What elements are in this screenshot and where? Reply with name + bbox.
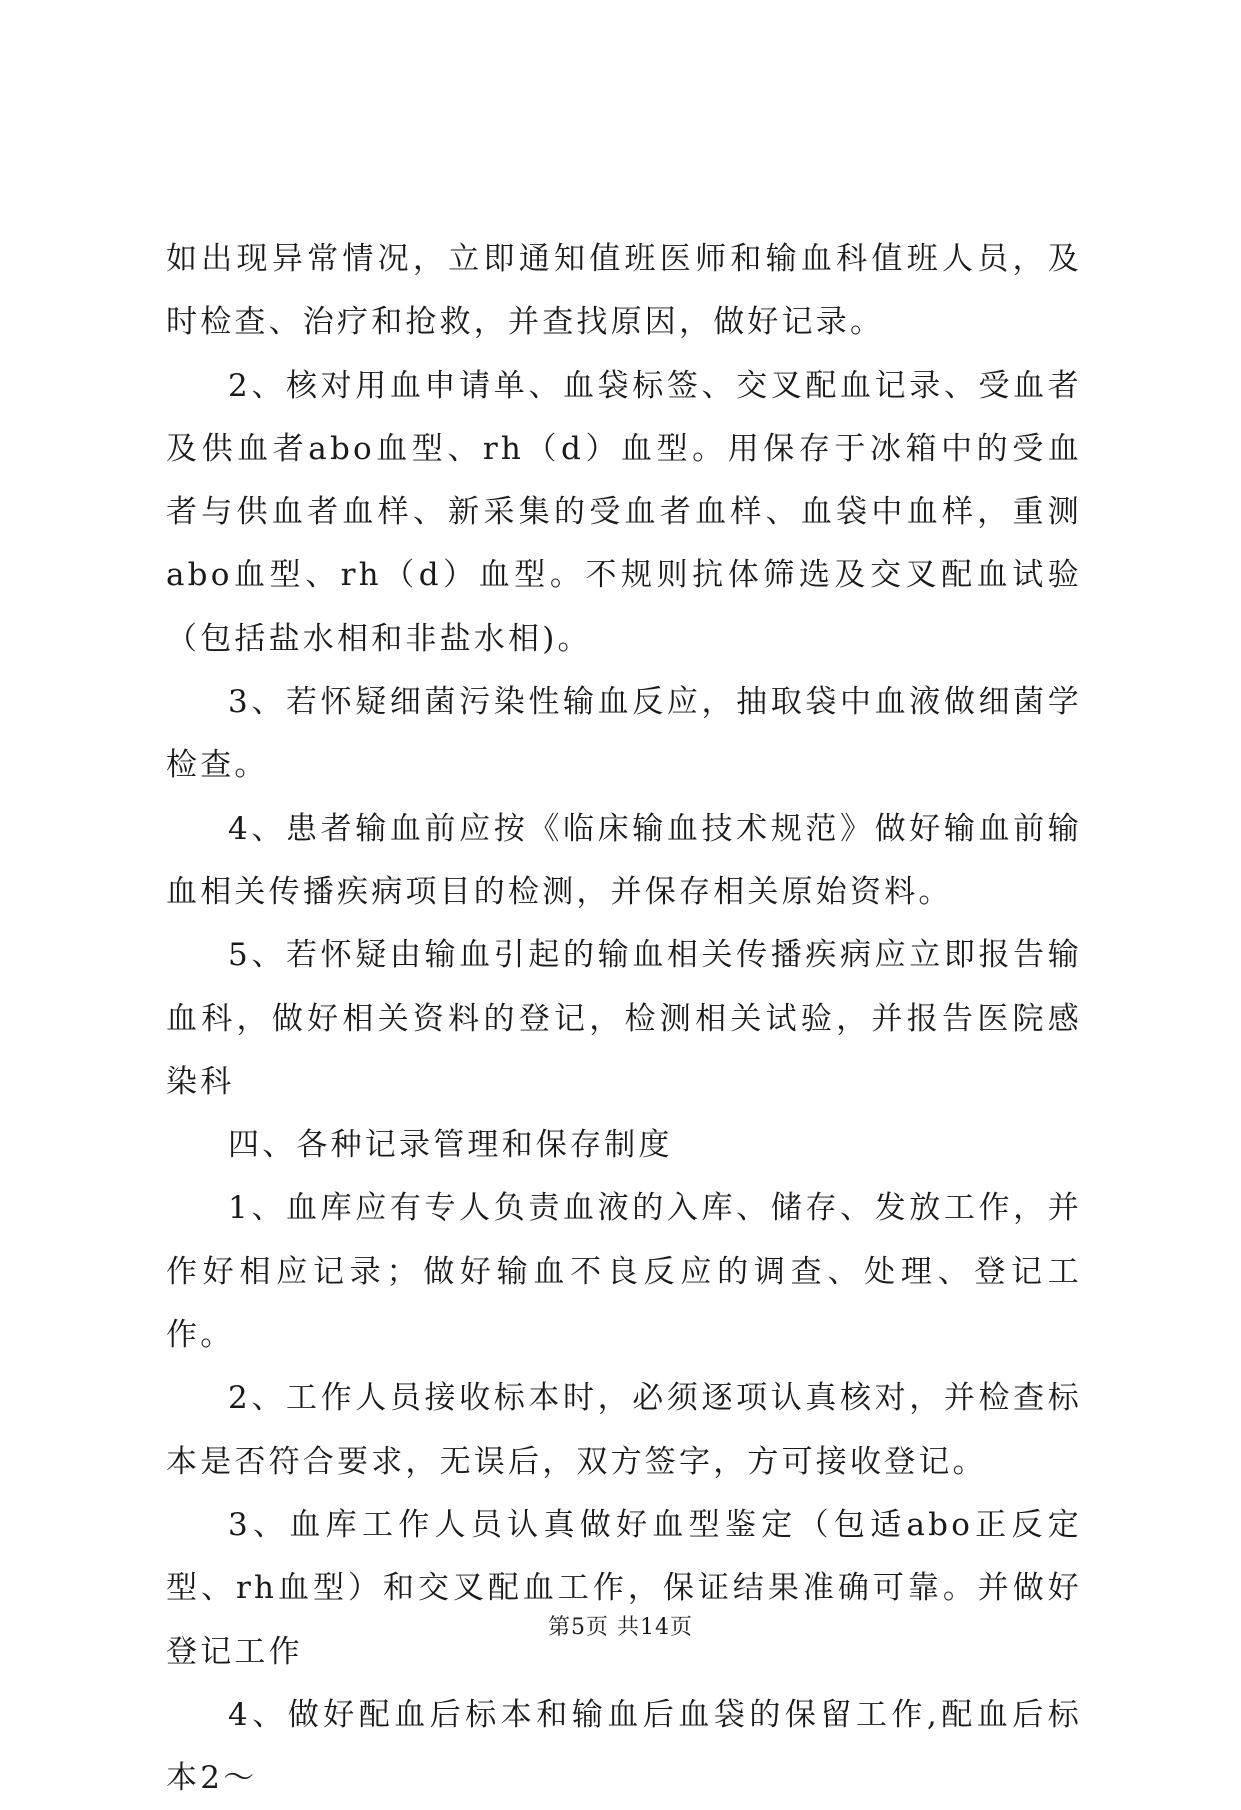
paragraph-record-3: 3、血库工作人员认真做好血型鉴定（包适abo正反定型、rh血型）和交叉配血工作，保证结果准确可靠。并做好登记工作 [166,1506,1082,1670]
paragraph-continuation: 如出现异常情况，立即通知值班医师和输血科值班人员，及时检查、治疗和抢救，并查找原因，做好记录。 [166,241,1082,341]
page-footer: 第5页 共14页 [548,1615,693,1640]
paragraph-record-4: 4、做好配血后标本和输血后血袋的保留工作,配血后标本2～ [166,1696,1082,1797]
document-body [166,228,1082,1810]
paragraph-item-3: 3、若怀疑细菌污染性输血反应，抽取袋中血液做细菌学检查。 [166,684,1082,784]
paragraph-item-2: 2、核对用血申请单、血袋标签、交叉配血记录、受血者及供血者abo血型、rh（d）血型。用保存于冰箱中的受血者与供血者血样、新采集的受血者血样、血袋中血样，重测abo血型、rh（d）血型。不规则抗体筛选及交叉配血试验（包括盐水相和非盐水相)。 [166,367,1082,657]
paragraph-item-5: 5、若怀疑由输血引起的输血相关传播疾病应立即报告输血科，做好相关资料的登记，检测相关试验，并报告医院感染科 [166,937,1082,1100]
paragraph-record-1: 1、血库应有专人负责血液的入库、储存、发放工作，并作好相应记录；做好输血不良反应的调查、处理、登记工作。 [166,1190,1082,1354]
paragraph-item-4: 4、患者输血前应按《临床输血技术规范》做好输血前输血相关传播疾病项目的检测，并保存相关原始资料。 [166,810,1082,910]
section-heading-4: 四、各种记录管理和保存制度 [228,1127,673,1164]
paragraph-record-2: 2、工作人员接收标本时，必须逐项认真核对，并检查标本是否符合要求，无误后，双方签字，方可接收登记。 [166,1380,1082,1480]
